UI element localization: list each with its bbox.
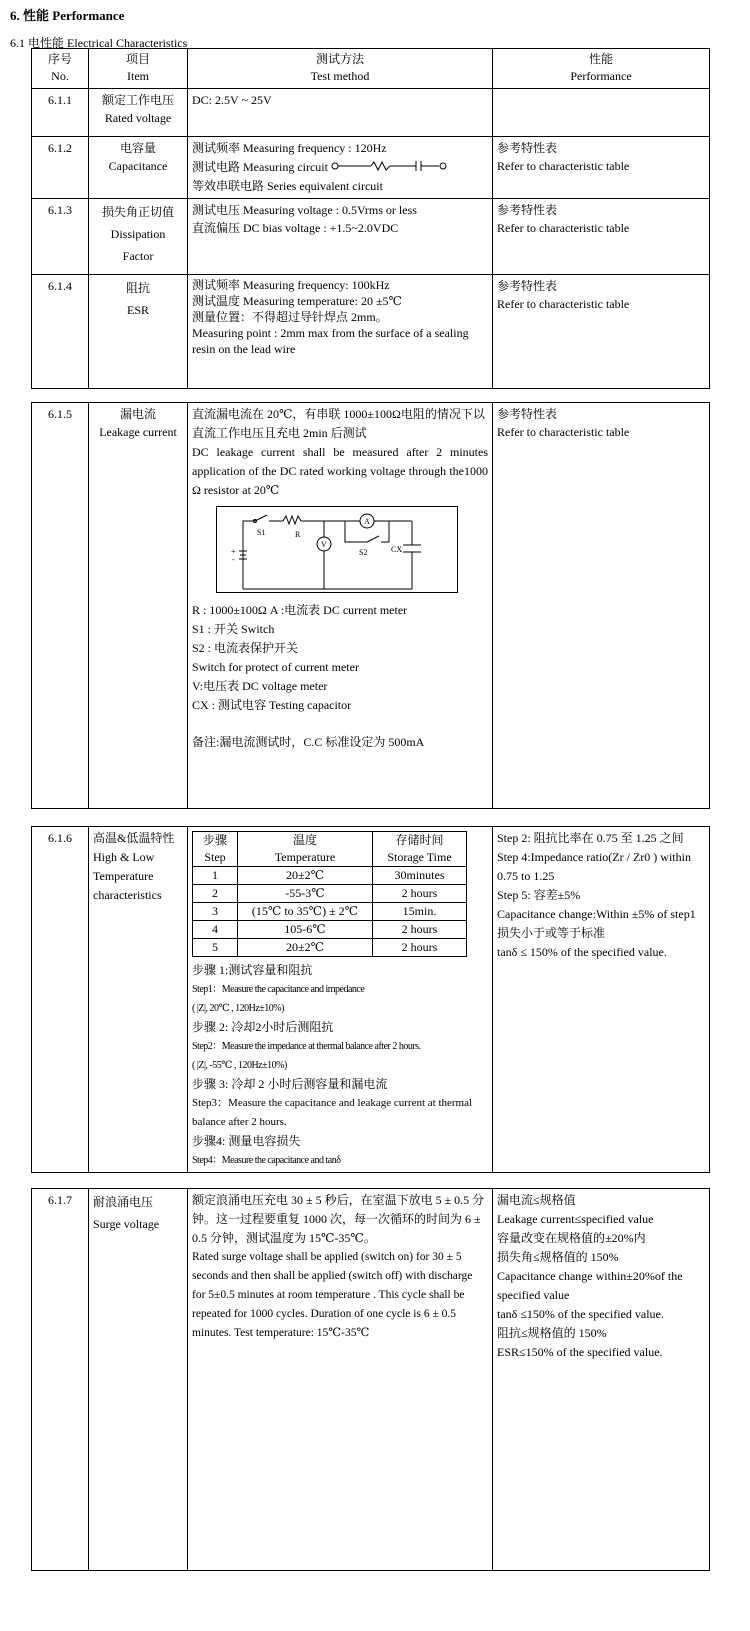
method-line: 步骤 2: 冷却2小时后测阻抗 bbox=[192, 1020, 334, 1034]
header-method-en: Test method bbox=[310, 69, 370, 83]
steps-header: 存储时间 bbox=[395, 833, 444, 847]
item-cn: 电容量 bbox=[119, 141, 156, 155]
perf-line: 漏电流≤规格值 bbox=[497, 1193, 576, 1207]
label-minus: - bbox=[232, 555, 235, 564]
perf-line: Refer to characteristic table bbox=[497, 221, 630, 235]
header-no: 序号 bbox=[47, 52, 72, 66]
method-line: Measuring point : 2mm max from the surface of a sealing resin on the lead wire bbox=[192, 326, 469, 356]
step-row bbox=[193, 939, 467, 957]
perf-line: Capacitance change within±20%of the specified value bbox=[497, 1269, 683, 1302]
perf-line: Step 4:Impedance ratio(Zr / Zr0 ) within 0.75 to 1.25 bbox=[497, 850, 691, 883]
row-no: 6.1.1 bbox=[32, 89, 89, 137]
characteristics-table-3 bbox=[31, 826, 710, 1173]
perf-line: ESR≤150% of the specified value. bbox=[497, 1345, 663, 1359]
perf-line: 参考特性表 bbox=[497, 279, 558, 293]
leakage-test-circuit bbox=[216, 506, 458, 593]
step-no: 4 bbox=[193, 921, 238, 939]
step-row bbox=[193, 903, 467, 921]
characteristics-table-4 bbox=[31, 1188, 710, 1571]
item-en: Capacitance bbox=[108, 159, 168, 173]
header-method: 测试方法 bbox=[315, 52, 364, 66]
method-line: Switch for protect of current meter bbox=[192, 660, 359, 674]
steps-header: Storage Time bbox=[387, 850, 452, 864]
item-en: Dissipation bbox=[110, 227, 166, 241]
label-s1: S1 bbox=[257, 528, 266, 537]
item-cn: 损失角正切值 bbox=[101, 205, 174, 219]
header-row bbox=[32, 49, 710, 89]
item-en: ESR bbox=[126, 303, 149, 317]
table-row bbox=[32, 137, 710, 199]
steps-header: 步骤 bbox=[202, 833, 227, 847]
method-line: 测量位置：不得超过导针焊点 2mm。 bbox=[192, 310, 388, 324]
perf-line: Step 2: 阻抗比率在 0.75 至 1.25 之间 bbox=[497, 831, 684, 845]
characteristics-table-1 bbox=[31, 48, 710, 389]
item-cn: 高温&低温特性 bbox=[93, 831, 175, 845]
perf-line: 容量改变在规格值的±20%内 bbox=[497, 1231, 646, 1245]
item-cn: 额定工作电压 bbox=[101, 93, 174, 107]
perf-line: Leakage current≤specified value bbox=[497, 1212, 654, 1226]
table-row bbox=[32, 275, 710, 389]
label-a: A bbox=[364, 517, 370, 526]
method-line: 步骤4: 测量电容损失 bbox=[192, 1134, 301, 1148]
method-line: 测试温度 Measuring temperature: 20 ±5℃ bbox=[192, 294, 402, 308]
step-temp: 20±2℃ bbox=[238, 867, 373, 885]
table-row bbox=[32, 403, 710, 809]
step-time: 30minutes bbox=[373, 867, 467, 885]
perf-line: 参考特性表 bbox=[497, 141, 558, 155]
method-note: 备注:漏电流测试时，C.C 标准设定为 500mA bbox=[192, 735, 425, 749]
method-line: R : 1000±100Ω A :电流表 DC current meter bbox=[192, 603, 408, 617]
perf-line: tanδ ≤150% of the specified value. bbox=[497, 1307, 664, 1321]
step-temp: -55-3℃ bbox=[238, 885, 373, 903]
row-no: 6.1.6 bbox=[32, 827, 89, 1173]
steps-header: Temperature bbox=[274, 850, 336, 864]
method-line: 直流漏电流在 20℃，有串联 1000±100Ω电阻的情况下以直流工作电压且充电 2min 后测试 bbox=[192, 407, 485, 440]
label-cx: CX bbox=[391, 545, 403, 554]
method-line: S2 : 电流表保护开关 bbox=[192, 641, 299, 655]
steps-header: Step bbox=[204, 850, 226, 864]
row-no: 6.1.4 bbox=[32, 275, 89, 389]
header-no-en: No. bbox=[51, 69, 69, 83]
perf-line: Refer to characteristic table bbox=[497, 425, 630, 439]
item-cn: 阻抗 bbox=[125, 281, 150, 295]
method-line: DC: 2.5V ~ 25V bbox=[192, 93, 272, 107]
step-time: 2 hours bbox=[373, 885, 467, 903]
step-time: 2 hours bbox=[373, 939, 467, 957]
step-no: 2 bbox=[193, 885, 238, 903]
method-line: 测试频率 Measuring frequency : 120Hz bbox=[192, 141, 387, 155]
method-line: 直流偏压 DC bias voltage : +1.5~2.0VDC bbox=[192, 221, 399, 235]
table-row bbox=[32, 827, 710, 1173]
row-no: 6.1.3 bbox=[32, 199, 89, 275]
method-line: Step2：Measure the impedance at thermal balance after 2 hours. bbox=[192, 1041, 421, 1052]
item-cn: 耐浪涌电压 bbox=[93, 1195, 154, 1209]
method-line: Step4：Measure the capacitance and tanδ bbox=[192, 1155, 341, 1166]
label-r: R bbox=[295, 530, 301, 539]
item-en: Rated voltage bbox=[104, 111, 172, 125]
characteristics-table-2 bbox=[31, 402, 710, 809]
method-line: 额定浪涌电压充电 30 ± 5 秒后，在室温下放电 5 ± 0.5 分钟。这一过程要重复 1000 次，每一次循环的时间为 6 ± 0.5 分钟，测试温度为 15℃-35℃。 bbox=[192, 1193, 485, 1245]
method-line: Step3：Measure the capacitance and leakage current at thermal balance after 2 hours. bbox=[192, 1097, 473, 1128]
row-no: 6.1.2 bbox=[32, 137, 89, 199]
method-line: 等效串联电路 Series equivalent circuit bbox=[192, 179, 383, 193]
steps-table bbox=[192, 831, 467, 957]
perf-line: 损失角≤规格值的 150% bbox=[497, 1250, 619, 1264]
step-no: 1 bbox=[193, 867, 238, 885]
row-no: 6.1.7 bbox=[32, 1189, 89, 1571]
table-row bbox=[32, 89, 710, 137]
header-perf: 性能 bbox=[588, 52, 613, 66]
method-line: CX : 测试电容 Testing capacitor bbox=[192, 698, 352, 712]
step-temp: 20±2℃ bbox=[238, 939, 373, 957]
header-item-en: Item bbox=[127, 69, 149, 83]
method-line: 步骤 3: 冷却 2 小时后测容量和漏电流 bbox=[192, 1077, 388, 1091]
method-line: 测试电路 Measuring circuit bbox=[192, 160, 328, 174]
step-no: 5 bbox=[193, 939, 238, 957]
step-row bbox=[193, 921, 467, 939]
item-cn: 漏电流 bbox=[119, 407, 156, 421]
perf-line: tanδ ≤ 150% of the specified value. bbox=[497, 945, 667, 959]
perf-line: 参考特性表 bbox=[497, 407, 558, 421]
series-circuit-icon bbox=[331, 161, 449, 171]
row-no: 6.1.5 bbox=[32, 403, 89, 809]
perf-line: 阻抗≤规格值的 150% bbox=[497, 1326, 607, 1340]
item-en: Factor bbox=[122, 249, 154, 263]
step-row bbox=[193, 867, 467, 885]
perf-line: Refer to characteristic table bbox=[497, 297, 630, 311]
perf-line: Step 5: 容差±5% bbox=[497, 888, 581, 902]
table-row bbox=[32, 199, 710, 275]
perf-line: Capacitance change:Within ±5% of step1 bbox=[497, 907, 696, 921]
label-s2: S2 bbox=[359, 548, 368, 557]
section-title: 6. 性能 Performance bbox=[10, 8, 125, 23]
step-time: 2 hours bbox=[373, 921, 467, 939]
method-line: S1 : 开关 Switch bbox=[192, 622, 275, 636]
step-temp: (15℃ to 35℃) ± 2℃ bbox=[238, 903, 373, 921]
header-perf-en: Performance bbox=[570, 69, 632, 83]
step-row bbox=[193, 885, 467, 903]
steps-header: 温度 bbox=[292, 833, 317, 847]
subsection-title: 6.1 电性能 Electrical Characteristics bbox=[10, 36, 188, 50]
table-row bbox=[32, 1189, 710, 1571]
step-no: 3 bbox=[193, 903, 238, 921]
item-en: Surge voltage bbox=[93, 1217, 160, 1231]
method-line: ( |Z|, -55℃ , 120Hz±10%) bbox=[192, 1060, 287, 1071]
method-line: Step1：Measure the capacitance and impedance bbox=[192, 984, 365, 995]
label-plus: + bbox=[231, 547, 236, 556]
method-line: 测试电压 Measuring voltage : 0.5Vrms or less bbox=[192, 203, 417, 217]
item-en: High & Low Temperature characteristics bbox=[93, 850, 162, 902]
perf-line: 损失小于或等于标准 bbox=[497, 926, 606, 940]
perf-line: 参考特性表 bbox=[497, 203, 558, 217]
method-line: 测试频率 Measuring frequency: 100kHz bbox=[192, 278, 390, 292]
header-item: 项目 bbox=[125, 52, 150, 66]
method-line: DC leakage current shall be measured after 2 minutes application of the DC rated working voltage through the1000 Ω resistor at 20℃ bbox=[192, 445, 488, 497]
method-line: 步骤 1:测试容量和阻抗 bbox=[192, 963, 313, 977]
method-line: V:电压表 DC voltage meter bbox=[192, 679, 328, 693]
item-en: Leakage current bbox=[99, 425, 177, 439]
step-time: 15min. bbox=[373, 903, 467, 921]
method-line: Rated surge voltage shall be applied (switch on) for 30 ± 5 seconds and then shall be applied (switch off) with discharge for 5±0.5 minutes at room temperature . This cycle shall be repeated for 1000 cycles. Duration of one cycle is 6 ± 0.5 minutes. Test temperature: 15℃-35℃ bbox=[192, 1251, 473, 1339]
perf-line: Refer to characteristic table bbox=[497, 159, 630, 173]
step-temp: 105-6℃ bbox=[238, 921, 373, 939]
label-v: V bbox=[321, 540, 327, 549]
method-line: ( |Z|, 20℃ , 120Hz±10%) bbox=[192, 1003, 284, 1014]
